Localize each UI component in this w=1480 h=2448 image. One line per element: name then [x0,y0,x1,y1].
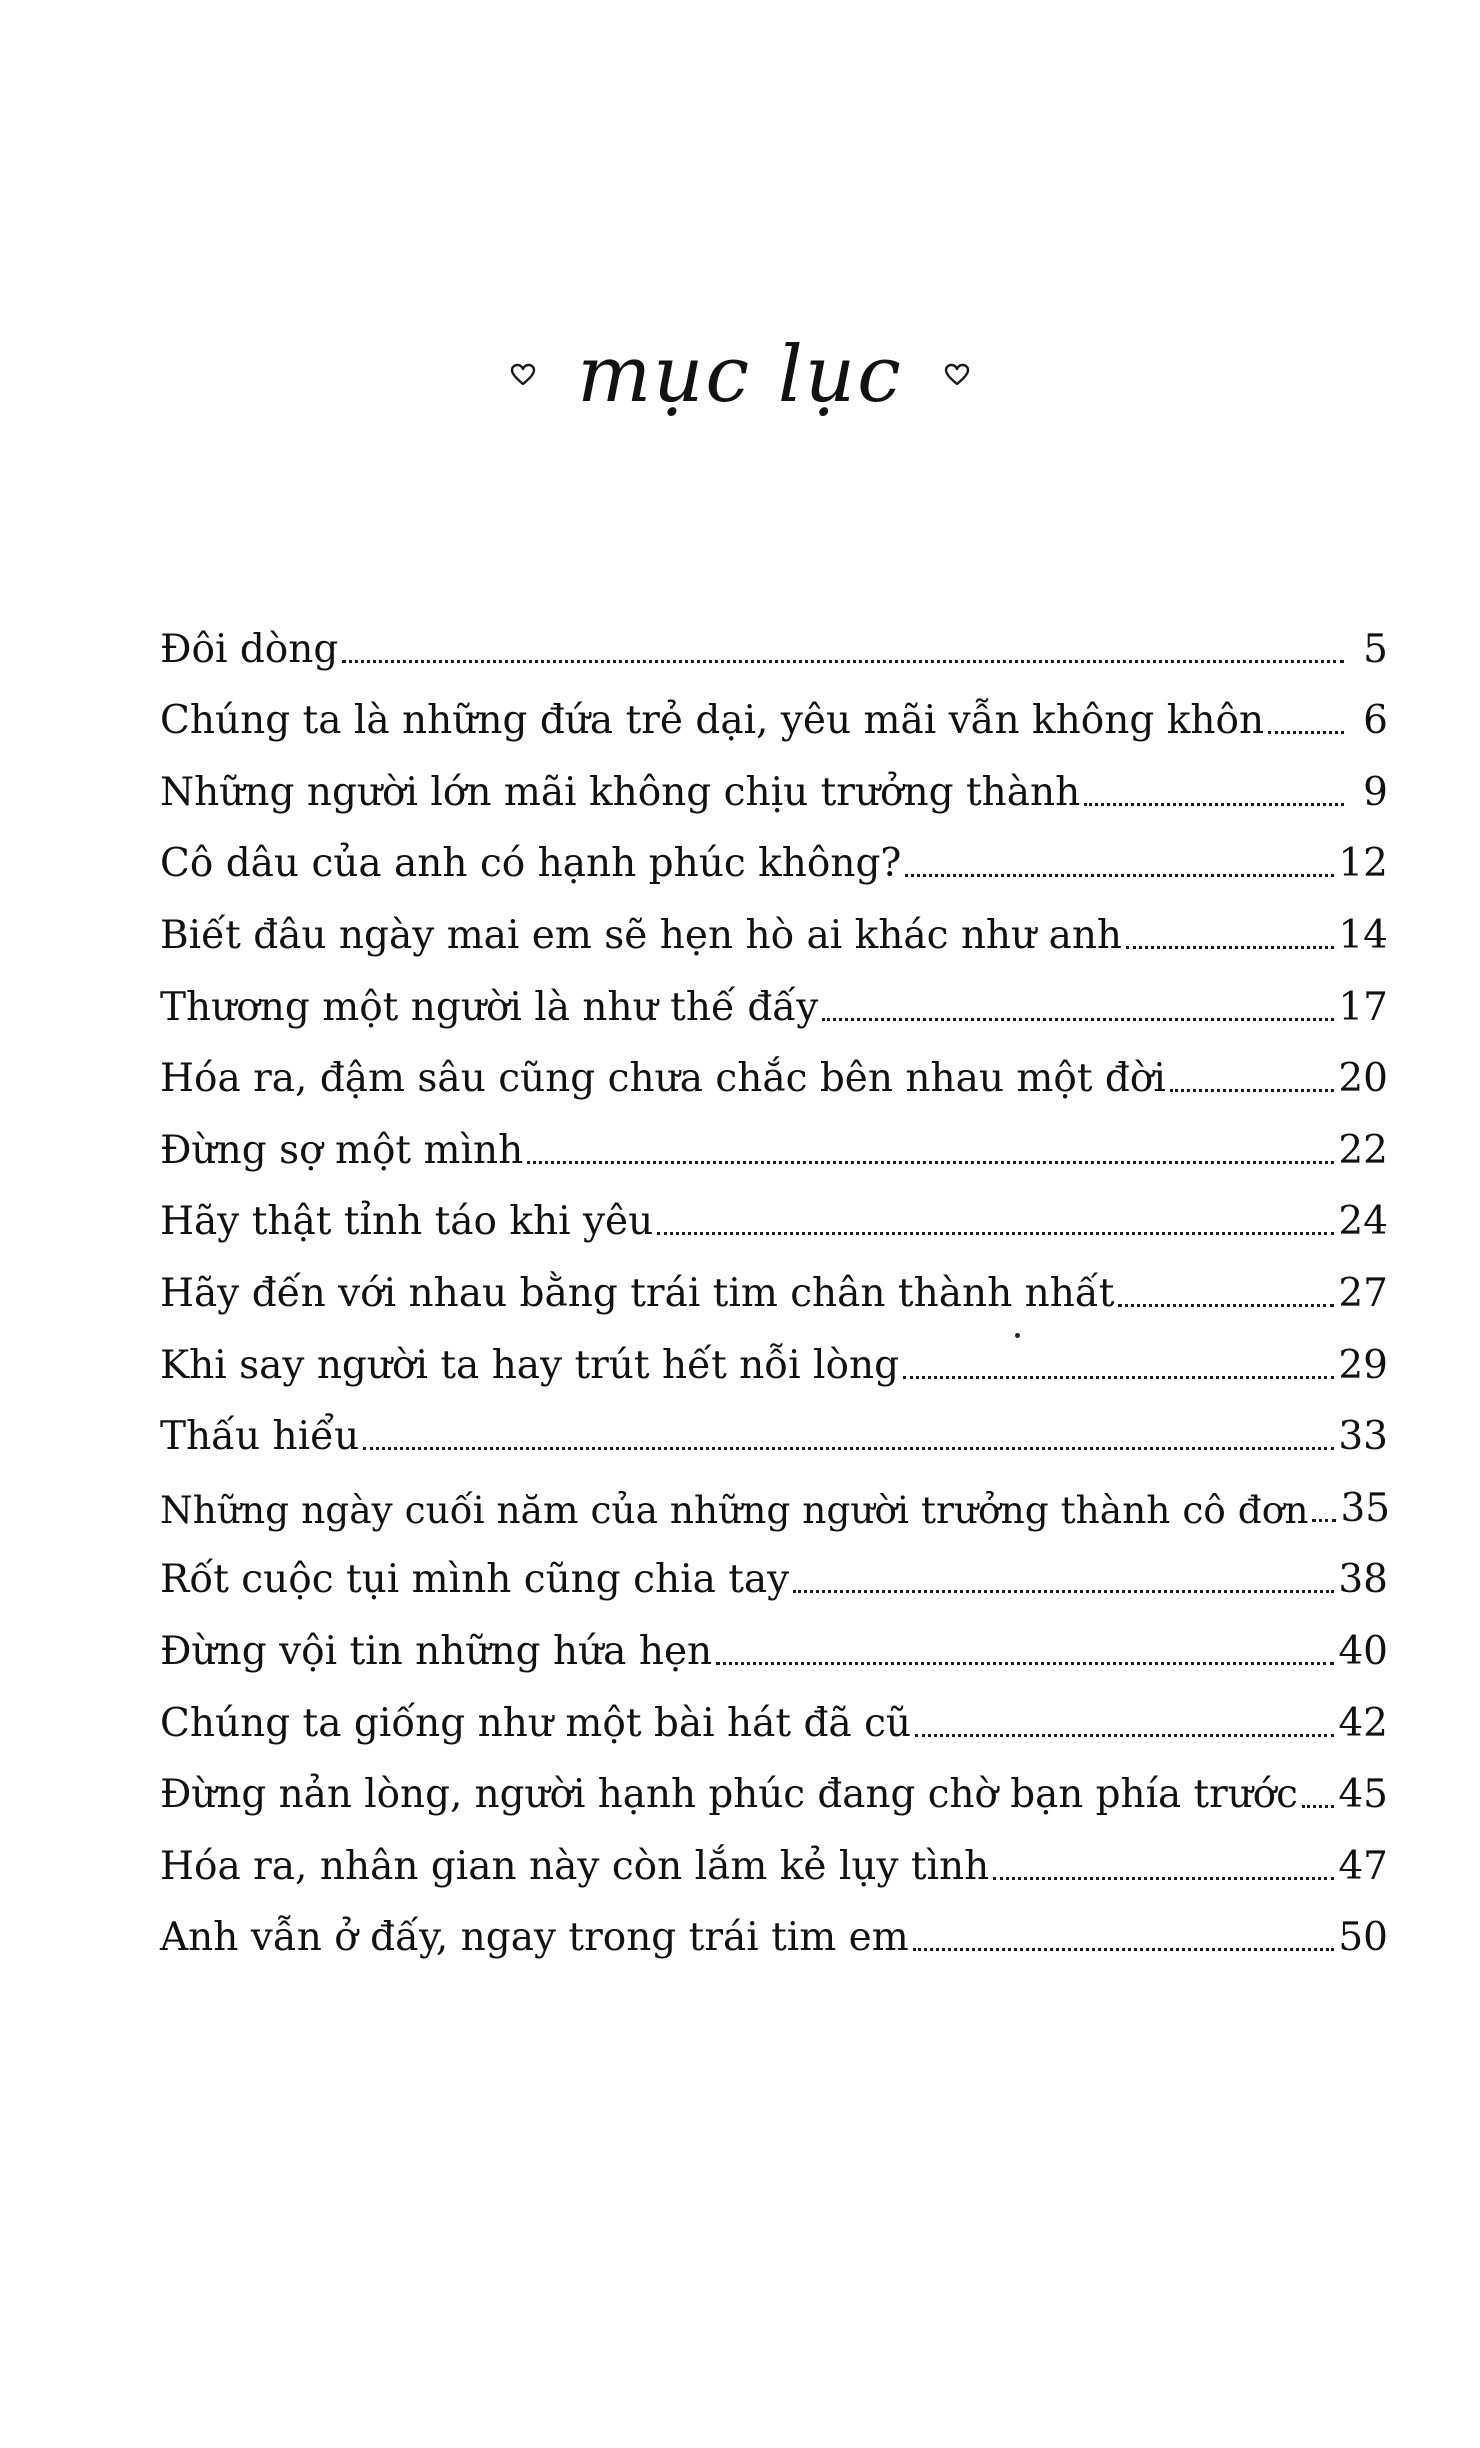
toc-heading [0,300,1480,450]
toc-entry[interactable] [160,672,1388,744]
dot-leader [915,1734,1334,1737]
toc-entry-title: Biết đâu ngày mai em sẽ hẹn hò ai khác như anh [160,913,1123,959]
toc-entry-title: Anh vẫn ở đấy, ngay trong trái tim em [160,1915,909,1961]
dot-leader [793,1590,1334,1593]
dot-leader [527,1161,1334,1164]
toc-entry-title: Đừng vội tin những hứa hẹn [160,1629,713,1675]
toc-entry[interactable] [160,600,1388,672]
toc-entry[interactable] [160,815,1388,887]
table-of-contents [160,600,1391,1961]
toc-entry[interactable] [160,886,1388,958]
dot-leader [1302,1805,1334,1808]
toc-entry[interactable] [160,1388,1388,1460]
toc-entry-page: 42 [1338,1700,1388,1746]
dot-leader [1084,803,1344,806]
print-speck [1015,1333,1020,1338]
toc-entry-page: 9 [1363,769,1388,815]
toc-entry[interactable] [160,958,1388,1030]
toc-entry-title: Rốt cuộc tụi mình cũng chia tay [160,1557,790,1603]
dot-leader [905,874,1334,877]
toc-entry-title: Chúng ta là những đứa trẻ dại, yêu mãi vẫn không khôn [160,698,1265,744]
dot-leader [342,660,1344,663]
dot-leader [903,1376,1334,1379]
dot-leader [657,1232,1334,1235]
heart-outline-icon [509,361,537,389]
toc-entry-title: Hãy đến với nhau bằng trái tim chân thành nhất [160,1271,1115,1317]
toc-entry-page: 5 [1363,626,1388,672]
dot-leader [993,1877,1334,1880]
toc-entry-page: 35 [1340,1485,1391,1531]
dot-leader [1118,1304,1334,1307]
toc-entry-page: 29 [1338,1342,1388,1388]
toc-entry-title: Thấu hiểu [160,1414,360,1460]
toc-entry-page: 17 [1338,984,1388,1030]
toc-entry-title: Đừng nản lòng, người hạnh phúc đang chờ bạn phía trước [160,1772,1298,1818]
dot-leader [1268,731,1344,734]
toc-entry-title: Hãy thật tỉnh táo khi yêu [160,1199,654,1245]
toc-entry-title: Chúng ta giống như một bài hát đã cũ [160,1700,912,1746]
toc-entry[interactable] [160,1602,1388,1674]
dot-leader [822,1018,1334,1021]
toc-entry-page: 22 [1338,1127,1388,1173]
toc-entry[interactable] [160,1674,1388,1746]
toc-entry-title: Hóa ra, đậm sâu cũng chưa chắc bên nhau một đời [160,1056,1166,1102]
toc-entry[interactable] [160,1244,1388,1316]
page-title: mục lục [577,330,903,420]
toc-entry-title: Những người lớn mãi không chịu trưởng thành [160,769,1081,815]
toc-entry-page: 50 [1338,1915,1388,1961]
toc-entry[interactable] [160,1316,1388,1388]
toc-entry[interactable] [160,1817,1388,1889]
toc-entry-title: Thương một người là như thế đấy [160,984,819,1030]
dot-leader [1170,1089,1335,1092]
toc-entry-page: 27 [1338,1271,1388,1317]
dot-leader [1126,946,1334,949]
toc-entry-page: 14 [1338,913,1388,959]
toc-entry[interactable] [160,743,1388,815]
toc-entry[interactable] [160,1531,1388,1603]
toc-entry-page: 40 [1338,1629,1388,1675]
toc-entry-page: 20 [1338,1056,1388,1102]
toc-entry[interactable] [160,1030,1388,1102]
toc-entry-title: Những ngày cuối năm của những người trưởng thành cô đơn [160,1487,1309,1532]
toc-entry-title: Đừng sợ một mình [160,1127,524,1173]
toc-entry-page: 33 [1338,1414,1388,1460]
toc-entry[interactable] [160,1459,1391,1532]
toc-entry[interactable] [160,1173,1388,1245]
toc-entry-title: Hóa ra, nhân gian này còn lắm kẻ lụy tình [160,1843,990,1889]
toc-entry-page: 24 [1338,1199,1388,1245]
toc-entry-page: 47 [1338,1843,1388,1889]
toc-entry-title: Khi say người ta hay trút hết nỗi lòng [160,1342,900,1388]
toc-entry-page: 6 [1363,698,1388,744]
heart-outline-icon [943,361,971,389]
toc-entry-page: 38 [1338,1557,1388,1603]
toc-entry-title: Cô dâu của anh có hạnh phúc không? [160,841,902,887]
dot-leader [1312,1519,1336,1522]
dot-leader [913,1948,1335,1951]
toc-entry[interactable] [160,1101,1388,1173]
dot-leader [363,1447,1334,1450]
toc-entry-page: 45 [1338,1772,1388,1818]
toc-entry[interactable] [160,1746,1388,1818]
toc-entry-title: Đôi dòng [160,626,339,672]
toc-entry[interactable] [160,1889,1388,1961]
dot-leader [716,1662,1334,1665]
toc-entry-page: 12 [1338,841,1388,887]
